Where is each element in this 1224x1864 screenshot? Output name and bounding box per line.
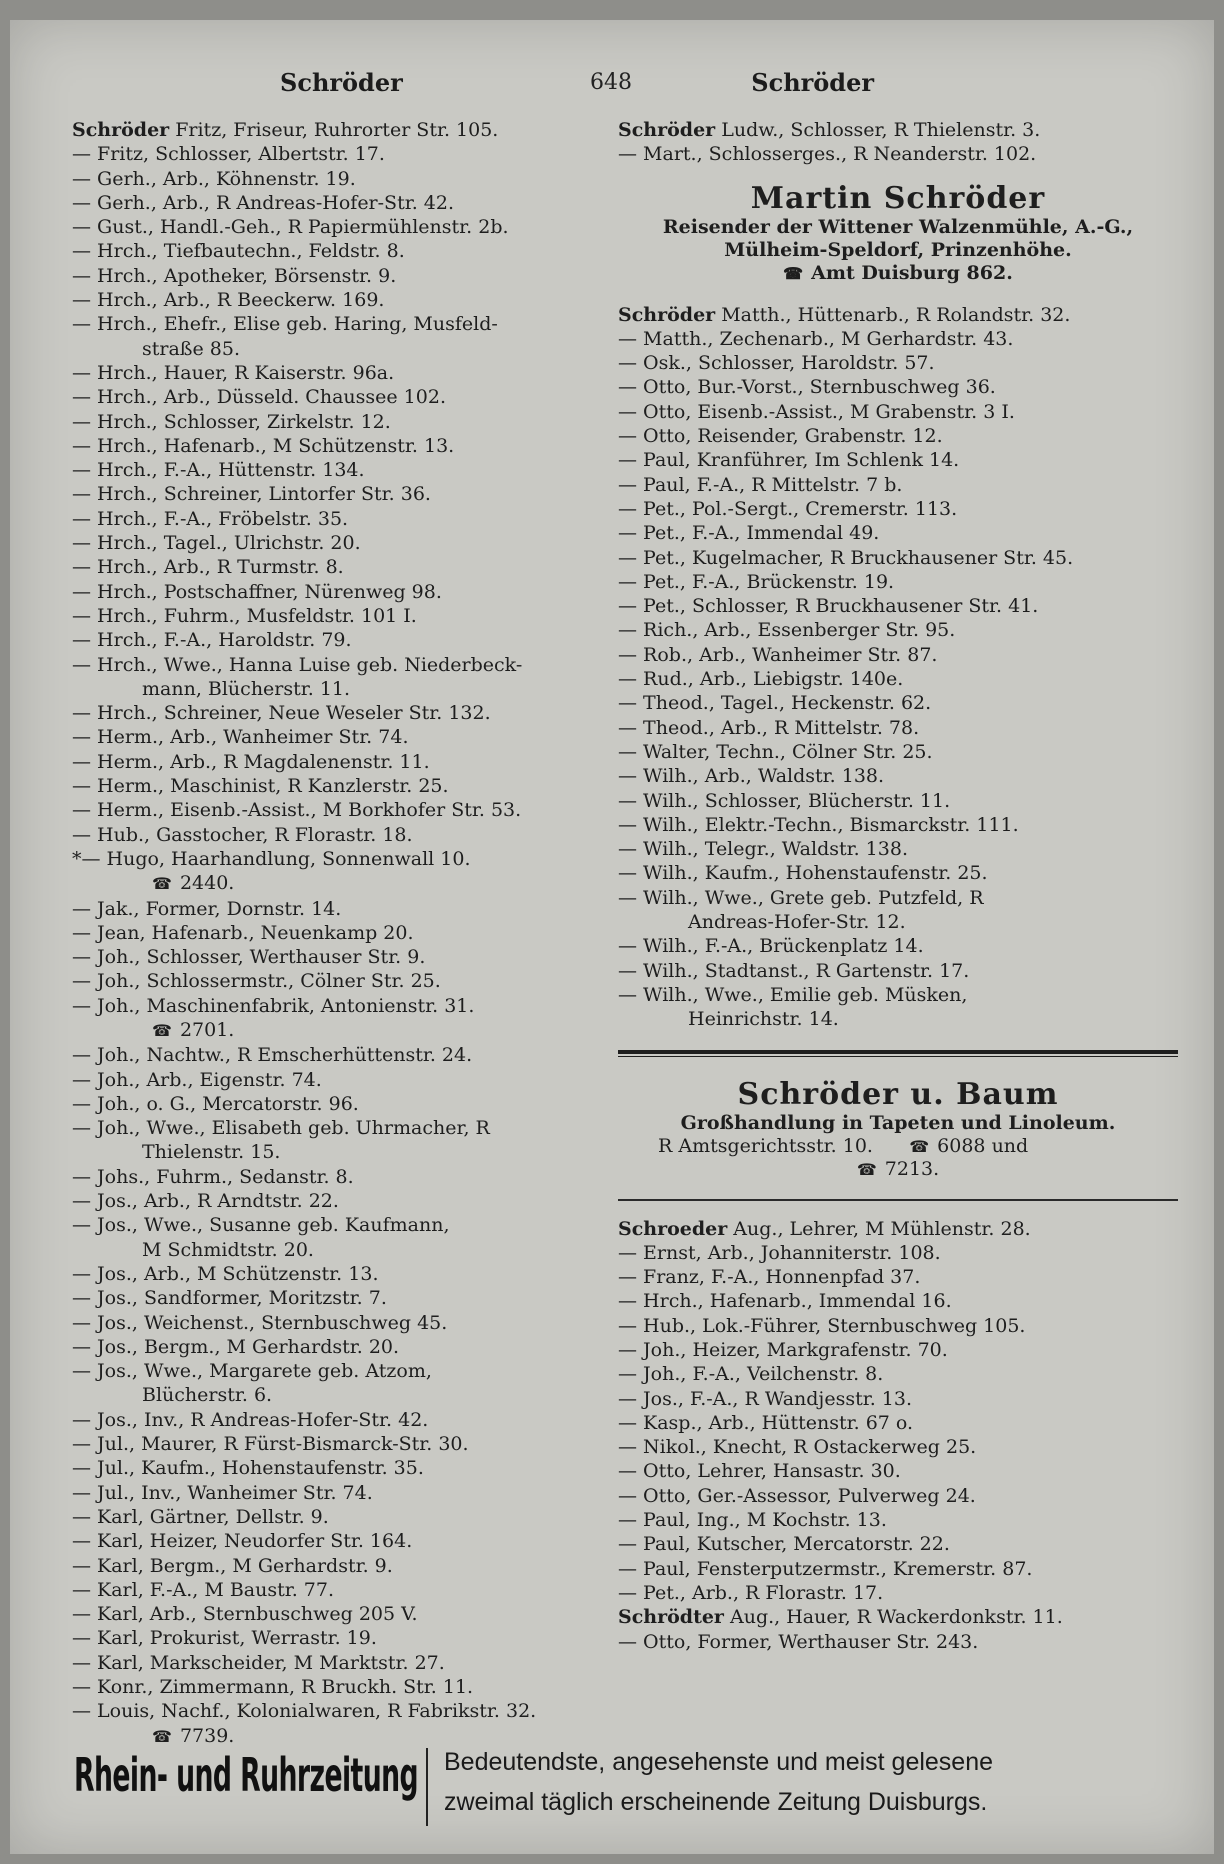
directory-entry [72, 969, 592, 993]
entry-text: — Hrch., Tiefbautechn., Feldstr. 8. [72, 240, 405, 263]
entry-text: — Wilh., F.-A., Brückenplatz 14. [618, 935, 924, 958]
entry-text: *— Hugo, Haarhandlung, Sonnenwall 10. [72, 847, 471, 870]
directory-entry [72, 1554, 592, 1578]
directory-entry [72, 458, 592, 482]
entry-surname: Schröder [618, 119, 716, 141]
directory-entry [72, 1286, 592, 1310]
directory-entry [72, 1578, 592, 1602]
ad-line2: zweimal täglich erscheinende Zeitung Duisburgs. [444, 1788, 988, 1816]
entry-text: — Wilh., Elektr.-Techn., Bismarckstr. 111. [618, 813, 1019, 836]
right-bottom-entries [618, 1217, 1178, 1654]
directory-entry [618, 643, 1178, 667]
martin-line3: Amt Duisburg 862. [811, 261, 1013, 284]
entry-surname: Schrödter [618, 1606, 724, 1629]
directory-entry [72, 921, 592, 945]
directory-entry [72, 1481, 592, 1505]
directory-entry [72, 725, 592, 749]
entry-text: — Hrch., Wwe., Hanna Luise geb. Niederbeck- [72, 653, 523, 676]
directory-entry [72, 312, 592, 336]
entry-continuation [72, 677, 592, 701]
directory-entry [618, 521, 1178, 545]
directory-entry [618, 934, 1178, 958]
entry-text: — Louis, Nachf., Kolonialwaren, R Fabrikstr. 32. [72, 1700, 537, 1723]
phone-number-line [72, 871, 592, 896]
directory-entry [618, 789, 1178, 813]
entry-text: — Paul, Kutscher, Mercatorstr. 22. [618, 1533, 950, 1556]
directory-entry [72, 1092, 592, 1116]
right-top-entries [618, 118, 1178, 167]
entry-text: — Otto, Eisenb.-Assist., M Grabenstr. 3 I. [618, 400, 1015, 423]
directory-entry [72, 847, 592, 871]
entry-surname: Schröder [72, 119, 170, 141]
martin-phone-line [618, 262, 1178, 285]
directory-entry [618, 1289, 1178, 1313]
entry-text: — Jos., F.-A., R Wandjesstr. 13. [618, 1387, 912, 1410]
directory-entry [72, 1359, 592, 1383]
directory-entry [72, 628, 592, 652]
entry-text: — Hrch., F.-A., Haroldstr. 79. [72, 629, 352, 652]
entry-text: — Otto, Lehrer, Hansastr. 30. [618, 1460, 901, 1483]
directory-entry [72, 1505, 592, 1529]
entry-text: — Jul., Inv., Wanheimer Str. 74. [72, 1481, 373, 1504]
directory-entry [72, 1116, 592, 1140]
entry-text: — Franz, F.-A., Honnenpfad 37. [618, 1266, 921, 1289]
directory-entry [618, 691, 1178, 715]
entry-text: — Paul, Ing., M Kochstr. 13. [618, 1509, 887, 1532]
telephone-icon: ☎ [152, 874, 172, 894]
entry-text: M Schmidtstr. 20. [142, 1238, 314, 1261]
directory-page [10, 20, 1214, 1854]
directory-entry [72, 1602, 592, 1626]
entry-text: — Herm., Maschinist, R Kanzlerstr. 25. [72, 775, 449, 798]
directory-entry [72, 1311, 592, 1335]
directory-entry [72, 507, 592, 531]
entry-text: mann, Blücherstr. 11. [142, 677, 351, 700]
entry-text: — Fritz, Schlosser, Albertstr. 17. [72, 143, 385, 166]
entry-text: — Otto, Ger.-Assessor, Pulverweg 24. [618, 1484, 976, 1507]
directory-entry [618, 837, 1178, 861]
entry-text: — Karl, Heizer, Neudorfer Str. 164. [72, 1530, 413, 1553]
directory-entry [72, 288, 592, 312]
directory-entry [72, 482, 592, 506]
entry-text: — Wilh., Stadtanst., R Gartenstr. 17. [618, 959, 970, 982]
directory-entry [72, 945, 592, 969]
entry-text: — Pet., Pol.-Sergt., Cremerstr. 113. [618, 497, 958, 520]
entry-text: — Wilh., Kaufm., Hohenstaufenstr. 25. [618, 862, 988, 885]
entry-text: — Gerh., Arb., R Andreas-Hofer-Str. 42. [72, 191, 455, 214]
entry-text: — Nikol., Knecht, R Ostackerweg 25. [618, 1436, 977, 1459]
martin-line2: Mülheim-Speldorf, Prinzenhöhe. [724, 238, 1072, 261]
martin-name: Martin Schröder [750, 180, 1046, 216]
directory-entry: Schröder Fritz, Friseur, Ruhrorter Str. 105. [72, 119, 499, 141]
entry-text: — Joh., Nachtw., R Emscherhüttenstr. 24. [72, 1044, 473, 1067]
entry-continuation [72, 1140, 592, 1164]
baum-phone2: 7213. [884, 1157, 940, 1180]
entry-text: — Wilh., Arb., Waldstr. 138. [618, 765, 885, 788]
entry-text: — Joh., Heizer, Markgrafenstr. 70. [618, 1338, 948, 1361]
entry-continuation [72, 1238, 592, 1262]
entry-text: — Herm., Arb., R Magdalenenstr. 11. [72, 750, 430, 773]
directory-entry [618, 1557, 1178, 1581]
entry-text: — Jos., Inv., R Andreas-Hofer-Str. 42. [72, 1408, 429, 1431]
directory-entry [72, 1675, 592, 1699]
directory-entry [72, 264, 592, 288]
directory-entry: Schröder Matth., Hüttenarb., R Rolandstr. 32. [618, 303, 1071, 326]
phone-number-line [72, 1018, 592, 1043]
directory-entry [618, 886, 1178, 910]
martin-line1: Reisender der Wittener Walzenmühle, A.-G., [662, 215, 1134, 238]
entry-text: — Otto, Bur.-Vorst., Sternbuschweg 36. [618, 376, 996, 399]
entry-text: — Konr., Zimmermann, R Bruckh. Str. 11. [72, 1676, 474, 1698]
directory-entry [72, 1529, 592, 1553]
entry-text: — Jos., Weichenst., Sternbuschweg 45. [72, 1311, 448, 1334]
directory-entry [618, 594, 1178, 618]
directory-entry [618, 1508, 1178, 1532]
directory-entry [72, 1432, 592, 1456]
directory-entry [72, 1456, 592, 1480]
page-header [70, 68, 1154, 108]
directory-entry [72, 994, 592, 1018]
directory-entry [618, 142, 1178, 166]
baum-address-line [618, 1135, 1178, 1158]
entry-text: — Gust., Handl.-Geh., R Papiermühlenstr. 2b. [72, 216, 509, 239]
entry-surname: Schroeder [618, 1217, 728, 1240]
telephone-icon: ☎ [909, 1136, 930, 1156]
entry-text: — Jul., Kaufm., Hohenstaufenstr. 35. [72, 1457, 424, 1480]
entry-text: — Pet., F.-A., Immendal 49. [618, 522, 880, 545]
directory-entry [72, 750, 592, 774]
entry-text: — Hrch., Arb., R Turmstr. 8. [72, 556, 344, 579]
entry-text: — Rich., Arb., Essenberger Str. 95. [618, 619, 956, 642]
entry-text: — Paul, F.-A., R Mittelstr. 7 b. [618, 473, 903, 496]
directory-entry [618, 861, 1178, 885]
directory-entry [618, 1630, 1178, 1654]
directory-entry [72, 798, 592, 822]
directory-entry [618, 424, 1178, 448]
newspaper-advertisement [74, 1748, 1154, 1828]
directory-entry [72, 555, 592, 579]
entry-text: 2440. [179, 872, 235, 895]
directory-entry [618, 1387, 1178, 1411]
entry-text: — Otto, Former, Werthauser Str. 243. [618, 1630, 979, 1653]
entry-text: Andreas-Hofer-Str. 12. [688, 911, 906, 934]
header-right-surname: Schröder [751, 68, 874, 97]
entry-continuation [72, 337, 592, 361]
entry-text: — Matth., Zechenarb., M Gerhardstr. 43. [618, 327, 1014, 350]
baum-name: Schröder u. Baum [737, 1076, 1059, 1112]
entry-text: — Karl, Prokurist, Werrastr. 19. [72, 1627, 377, 1650]
directory-entry [72, 1408, 592, 1432]
entry-text: — Walter, Techn., Cölner Str. 25. [618, 740, 933, 763]
entry-text: — Hrch., Hafenarb., M Schützenstr. 13. [72, 434, 455, 457]
entry-text: — Wilh., Wwe., Grete geb. Putzfeld, R [618, 886, 984, 909]
directory-entry [72, 1213, 592, 1237]
ad-separator [426, 1748, 428, 1826]
directory-entry [618, 327, 1178, 351]
directory-entry [618, 473, 1178, 497]
entry-text: — Jos., Arb., R Arndtstr. 22. [72, 1190, 339, 1213]
entry-text: — Joh., Maschinenfabrik, Antonienstr. 31. [72, 994, 475, 1017]
entry-text: — Hrch., Fuhrm., Musfeldstr. 101 I. [72, 604, 417, 627]
entry-text: — Ernst, Arb., Johanniterstr. 108. [618, 1241, 941, 1264]
directory-entry [618, 959, 1178, 983]
directory-entry [72, 701, 592, 725]
entry-text: straße 85. [142, 337, 240, 360]
entry-text: — Jos., Sandformer, Moritzstr. 7. [72, 1287, 387, 1310]
page-number: 648 [590, 70, 632, 95]
entry-text: — Karl, Arb., Sternbuschweg 205 V. [72, 1603, 418, 1626]
directory-entry: Schroeder Aug., Lehrer, M Mühlenstr. 28. [618, 1217, 1031, 1240]
directory-entry [618, 1459, 1178, 1483]
directory-entry [618, 497, 1178, 521]
directory-entry [72, 531, 592, 555]
entry-text: 7739. [179, 1724, 235, 1747]
directory-entry [618, 375, 1178, 399]
entry-continuation [618, 1007, 1178, 1031]
ad-line1: Bedeutendste, angesehenste und meist gelesene [444, 1748, 994, 1776]
directory-entry [618, 1435, 1178, 1459]
entry-text: — Hrch., Arb., Düsseld. Chaussee 102. [72, 386, 446, 409]
directory-entry [618, 1241, 1178, 1265]
directory-entry [72, 1262, 592, 1286]
entry-text: — Hrch., F.-A., Hüttenstr. 134. [72, 459, 365, 482]
entry-text: Blücherstr. 6. [142, 1384, 273, 1407]
telephone-icon: ☎ [152, 1726, 172, 1746]
directory-entry [72, 897, 592, 921]
directory-entry [618, 764, 1178, 788]
entry-text: — Johs., Fuhrm., Sedanstr. 8. [72, 1165, 354, 1188]
entry-text: — Rob., Arb., Wanheimer Str. 87. [618, 643, 938, 666]
baum-phone1: 6088 und [937, 1134, 1029, 1157]
directory-entry [618, 1362, 1178, 1386]
entry-text: — Jos., Arb., M Schützenstr. 13. [72, 1262, 379, 1285]
entry-text: — Paul, Kranführer, Im Schlenk 14. [618, 449, 960, 472]
entry-text: — Joh., Wwe., Elisabeth geb. Uhrmacher, R [72, 1117, 490, 1140]
entry-text: — Theod., Arb., R Mittelstr. 78. [618, 716, 920, 739]
entry-text: — Wilh., Schlosser, Blücherstr. 11. [618, 789, 951, 812]
entry-text: — Pet., Arb., R Florastr. 17. [618, 1581, 884, 1604]
entry-text: — Paul, Fensterputzermstr., Kremerstr. 87. [618, 1557, 1033, 1580]
entry-text: — Theod., Tagel., Heckenstr. 62. [618, 692, 932, 715]
directory-entry: Schröder Ludw., Schlosser, R Thielenstr. 3. [618, 119, 1041, 141]
entry-text: — Hrch., Postschaffner, Nürenweg 98. [72, 580, 442, 603]
header-left-surname: Schröder [280, 68, 403, 97]
entry-text: — Otto, Reisender, Grabenstr. 12. [618, 425, 943, 448]
telephone-icon: ☎ [783, 263, 804, 283]
entry-text: — Hrch., Apotheker, Börsenstr. 9. [72, 264, 397, 287]
entry-text: — Hrch., Ehefr., Elise geb. Haring, Musfeld- [72, 313, 498, 336]
left-column [72, 118, 592, 1749]
entry-text: Thielenstr. 15. [142, 1141, 281, 1164]
directory-entry [72, 239, 592, 263]
directory-entry [72, 1699, 592, 1723]
directory-entry [618, 1411, 1178, 1435]
directory-entry [618, 351, 1178, 375]
directory-entry [618, 1532, 1178, 1556]
entry-text: — Hrch., Tagel., Ulrichstr. 20. [72, 532, 361, 555]
entry-text: — Osk., Schlosser, Haroldstr. 57. [618, 352, 935, 375]
directory-entry [72, 653, 592, 677]
entry-text: — Karl, Gärtner, Dellstr. 9. [72, 1505, 329, 1528]
telephone-icon: ☎ [856, 1159, 877, 1179]
directory-entry [72, 774, 592, 798]
right-mid-entries [618, 303, 1178, 1032]
entry-text: — Jak., Former, Dornstr. 14. [72, 897, 342, 920]
directory-entry [618, 448, 1178, 472]
directory-entry [618, 618, 1178, 642]
baum-addr: R Amtsgerichtsstr. 10. [658, 1134, 873, 1157]
directory-entry [618, 667, 1178, 691]
entry-text: — Mart., Schlosserges., R Neanderstr. 102. [618, 143, 1037, 166]
entry-text: — Pet., Kugelmacher, R Bruckhausener Str. 45. [618, 546, 1074, 569]
entry-text: — Hrch., Schlosser, Zirkelstr. 12. [72, 410, 391, 433]
entry-text: — Joh., Schlossermstr., Cölner Str. 25. [72, 970, 441, 993]
entry-text: — Kasp., Arb., Hüttenstr. 67 o. [618, 1411, 914, 1434]
baum-phone2-line [618, 1158, 1178, 1181]
entry-text: Heinrichstr. 14. [688, 1008, 839, 1031]
directory-entry [618, 1581, 1178, 1605]
entry-text: — Herm., Eisenb.-Assist., M Borkhofer Str. 53. [72, 799, 522, 822]
entry-text: — Joh., Arb., Eigenstr. 74. [72, 1068, 322, 1091]
entry-continuation [72, 1383, 592, 1407]
directory-entry [72, 434, 592, 458]
entry-text: — Hrch., Schreiner, Lintorfer Str. 36. [72, 483, 431, 506]
divider-thin [618, 1056, 1178, 1057]
entry-text: — Karl, Bergm., M Gerhardstr. 9. [72, 1554, 393, 1577]
directory-entry [72, 823, 592, 847]
directory-entry [618, 1484, 1178, 1508]
entry-text: — Joh., Schlosser, Werthauser Str. 9. [72, 946, 426, 969]
directory-entry [72, 1335, 592, 1359]
directory-entry [72, 580, 592, 604]
entry-text: — Hrch., Hauer, R Kaiserstr. 96a. [72, 361, 395, 384]
entry-text: — Pet., F.-A., Brückenstr. 19. [618, 570, 895, 593]
entry-text: — Jul., Maurer, R Fürst-Bismarck-Str. 30. [72, 1433, 469, 1456]
entry-text: — Hrch., Arb., R Beeckerw. 169. [72, 289, 385, 312]
entry-text: — Gerh., Arb., Köhnenstr. 19. [72, 167, 356, 190]
directory-entry [72, 1626, 592, 1650]
entry-text: — Jos., Wwe., Margarete geb. Atzom, [72, 1360, 432, 1383]
directory-entry [72, 410, 592, 434]
entry-text: 2701. [179, 1018, 235, 1041]
entry-text: — Pet., Schlosser, R Bruckhausener Str. 41. [618, 595, 1039, 618]
entry-text: — Hrch., Hafenarb., Immendal 16. [618, 1290, 952, 1313]
entry-text: — Hub., Lok.-Führer, Sternbuschweg 105. [618, 1314, 1026, 1337]
directory-entry [618, 813, 1178, 837]
phone-number-line [72, 1724, 592, 1749]
entry-text: — Joh., o. G., Mercatorstr. 96. [72, 1092, 359, 1115]
directory-entry [618, 546, 1178, 570]
ad-newspaper-name: Rhein- und Ruhrzeitung [74, 1748, 419, 1802]
directory-entry [72, 1068, 592, 1092]
divider-thick [618, 1050, 1178, 1054]
directory-entry [72, 191, 592, 215]
entry-text: — Joh., F.-A., Veilchenstr. 8. [618, 1363, 884, 1386]
directory-entry [618, 570, 1178, 594]
directory-entry [72, 215, 592, 239]
entry-text: — Hrch., F.-A., Fröbelstr. 35. [72, 507, 349, 530]
martin-schroeder-listing [618, 181, 1178, 285]
directory-entry [72, 361, 592, 385]
entry-text: — Rud., Arb., Liebigstr. 140e. [618, 668, 904, 691]
directory-entry [72, 167, 592, 191]
directory-entry [618, 400, 1178, 424]
directory-entry: Schrödter Aug., Hauer, R Wackerdonkstr. 11. [618, 1606, 1063, 1629]
entry-text: — Hub., Gasstocher, R Florastr. 18. [72, 823, 413, 846]
directory-entry [618, 1314, 1178, 1338]
entry-text: — Jean, Hafenarb., Neuenkamp 20. [72, 921, 414, 944]
right-column [618, 118, 1178, 1654]
baum-line1: Großhandlung in Tapeten und Linoleum. [680, 1111, 1116, 1134]
entry-text: — Karl, F.-A., M Baustr. 77. [72, 1578, 335, 1601]
entry-text: — Wilh., Wwe., Emilie geb. Müsken, [618, 983, 968, 1006]
telephone-icon: ☎ [152, 1020, 172, 1040]
directory-entry [618, 1265, 1178, 1289]
directory-entry [618, 716, 1178, 740]
entry-text: — Wilh., Telegr., Waldstr. 138. [618, 838, 908, 861]
directory-entry [618, 983, 1178, 1007]
directory-entry [72, 142, 592, 166]
directory-entry [72, 1651, 592, 1675]
entry-text: — Hrch., Schreiner, Neue Weseler Str. 132. [72, 702, 491, 725]
entry-surname: Schröder [618, 303, 716, 326]
entry-text: — Jos., Bergm., M Gerhardstr. 20. [72, 1335, 400, 1358]
directory-entry [72, 1189, 592, 1213]
entry-text: — Herm., Arb., Wanheimer Str. 74. [72, 726, 409, 749]
directory-entry [618, 740, 1178, 764]
entry-continuation [618, 910, 1178, 934]
schroeder-baum-listing [618, 1077, 1178, 1181]
directory-entry [72, 1043, 592, 1067]
entry-text: — Jos., Wwe., Susanne geb. Kaufmann, [72, 1214, 450, 1237]
directory-entry [72, 604, 592, 628]
directory-entry [72, 385, 592, 409]
directory-entry [618, 1338, 1178, 1362]
divider-bottom [618, 1199, 1178, 1201]
entry-text: — Karl, Markscheider, M Marktstr. 27. [72, 1651, 445, 1674]
directory-entry [72, 1165, 592, 1189]
